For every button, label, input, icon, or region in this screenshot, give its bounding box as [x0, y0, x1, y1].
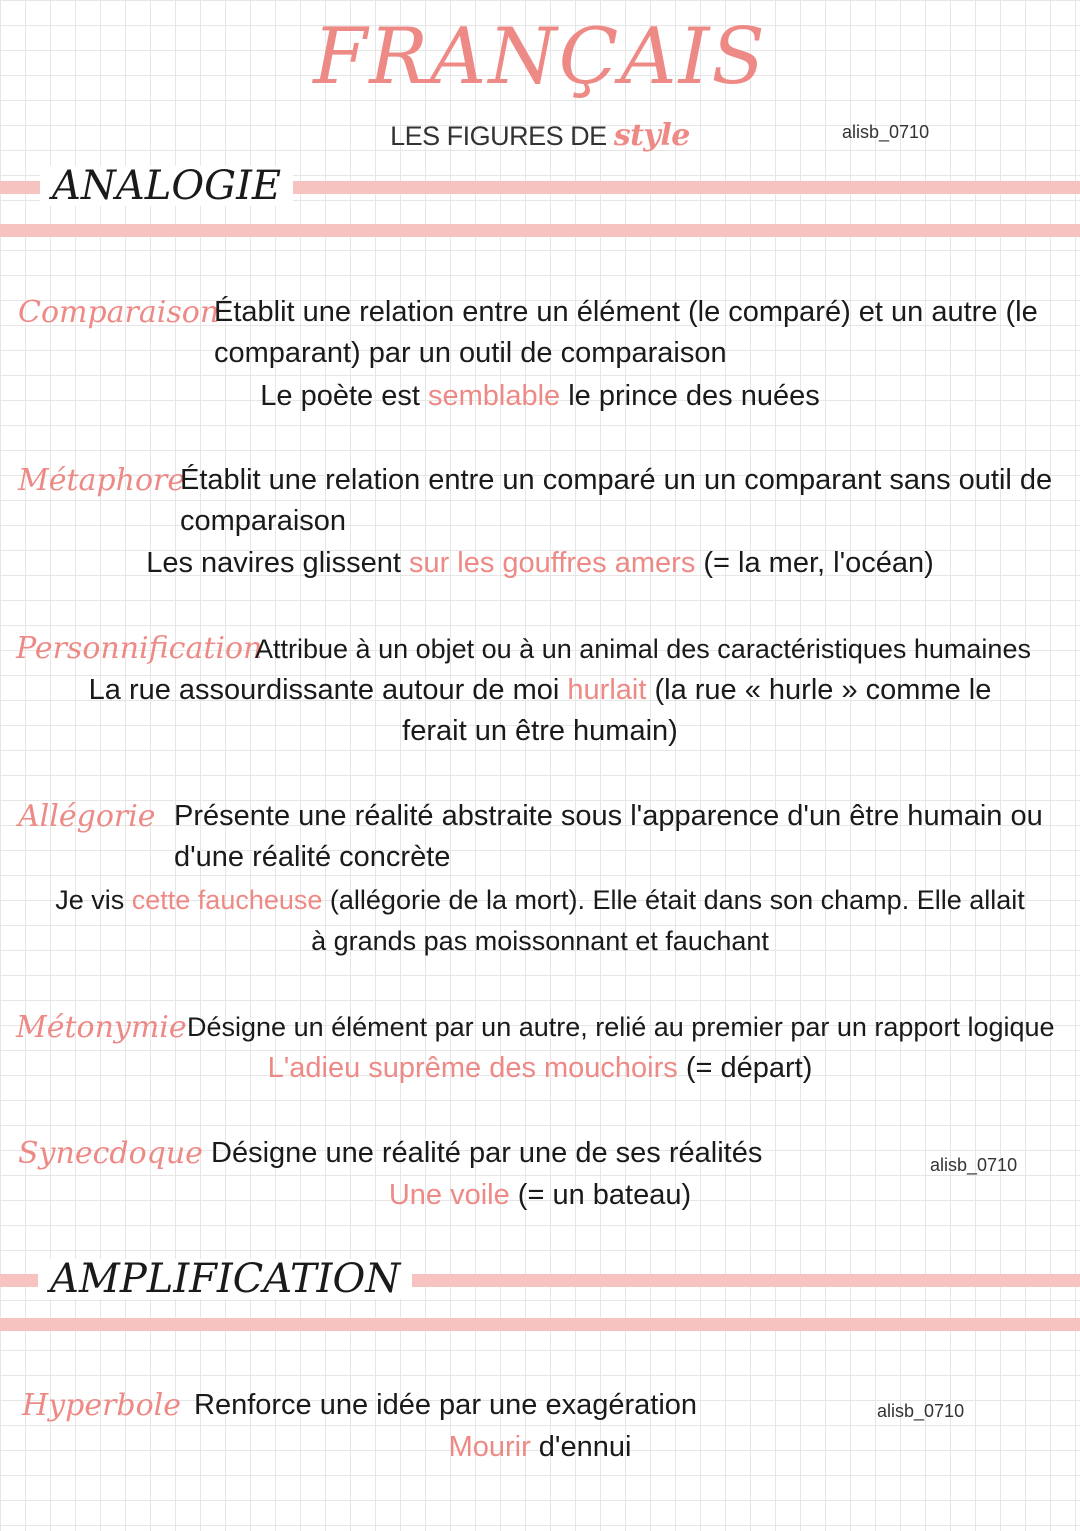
example-text: d'ennui: [530, 1431, 632, 1463]
definition-metaphore: [180, 460, 1052, 542]
example-text: (= un bateau): [509, 1179, 692, 1211]
example-highlight: hurlait: [567, 674, 647, 706]
watermark: alisb_0710: [842, 122, 930, 142]
example-text: Je vis: [55, 885, 132, 915]
term-personnification: Personnification: [16, 631, 263, 666]
example-highlight: cette faucheuse: [131, 885, 323, 915]
example-text: Les navires glissent: [146, 547, 409, 579]
example-text: Le poète est: [260, 380, 428, 412]
definition-allegorie: [174, 796, 1043, 878]
term-metonymie: Métonymie: [16, 1010, 187, 1045]
section-stripe: [0, 1318, 1080, 1331]
example-text: (la rue « hurle » comme le: [646, 674, 992, 706]
definition-hyperbole: Renforce une idée par une exagération: [194, 1389, 698, 1421]
example-line: à grands pas moissonnant et fauchant: [311, 926, 769, 956]
example-personnification: [0, 670, 1080, 752]
example-text: le prince des nuées: [560, 380, 820, 412]
example-highlight: Une voile: [388, 1179, 510, 1211]
example-highlight: semblable: [427, 380, 561, 412]
definition-line: Présente une réalité abstraite sous l'apparence d'un être humain ou: [174, 800, 1043, 832]
example-line: [0, 670, 1080, 711]
term-metaphore: Métaphore: [18, 463, 186, 498]
example-highlight: Mourir: [448, 1431, 531, 1463]
example-metonymie: [0, 1048, 1080, 1089]
example-allegorie: [0, 880, 1080, 962]
example-synecdoque: [0, 1175, 1080, 1216]
watermark: alisb_0710: [930, 1155, 1018, 1175]
definition-line: d'une réalité concrète: [174, 841, 451, 873]
term-comparaison: Comparaison: [18, 295, 220, 330]
example-text: (allégorie de la mort). Elle était dans son champ. Elle allait: [322, 885, 1025, 915]
example-highlight: sur les gouffres amers: [408, 547, 696, 579]
example-text: (= départ): [677, 1052, 813, 1084]
definition-synecdoque: Désigne une réalité par une de ses réalités: [211, 1137, 763, 1169]
definition-metonymie: Désigne un élément par un autre, relié au premier par un rapport logique: [187, 1012, 1055, 1042]
example-line: ferait un être humain): [402, 715, 678, 747]
definition-line: Établit une relation entre un comparé un un comparant sans outil de: [180, 464, 1053, 496]
definition-personnification: Attribue à un objet ou à un animal des caractéristiques humaines: [255, 634, 1031, 664]
term-hyperbole: Hyperbole: [22, 1388, 182, 1423]
definition-line: Établit une relation entre un élément (le comparé) et un autre (le: [214, 296, 1038, 328]
example-hyperbole: [0, 1427, 1080, 1468]
example-metaphore: [0, 543, 1080, 584]
example-highlight: L'adieu suprême des mouchoirs: [267, 1052, 678, 1084]
definition-line: comparant) par un outil de comparaison: [214, 337, 727, 369]
term-synecdoque: Synecdoque: [18, 1136, 203, 1171]
section-title-amplification: AMPLIFICATION: [38, 1259, 412, 1299]
subtitle-accent: style: [613, 118, 690, 153]
definition-line: comparaison: [180, 505, 347, 537]
page-title: FRANÇAIS: [313, 12, 767, 102]
watermark: alisb_0710: [877, 1401, 965, 1421]
example-line: [0, 880, 1080, 921]
section-stripe: [0, 224, 1080, 237]
subtitle-prefix: LES FIGURES DE: [390, 121, 614, 151]
example-comparaison: [0, 376, 1080, 417]
example-text: La rue assourdissante autour de moi: [88, 674, 568, 706]
definition-comparaison: [214, 292, 1038, 374]
section-title-analogie: ANALOGIE: [40, 166, 293, 206]
example-text: (= la mer, l'océan): [695, 547, 934, 579]
term-allegorie: Allégorie: [18, 799, 156, 834]
